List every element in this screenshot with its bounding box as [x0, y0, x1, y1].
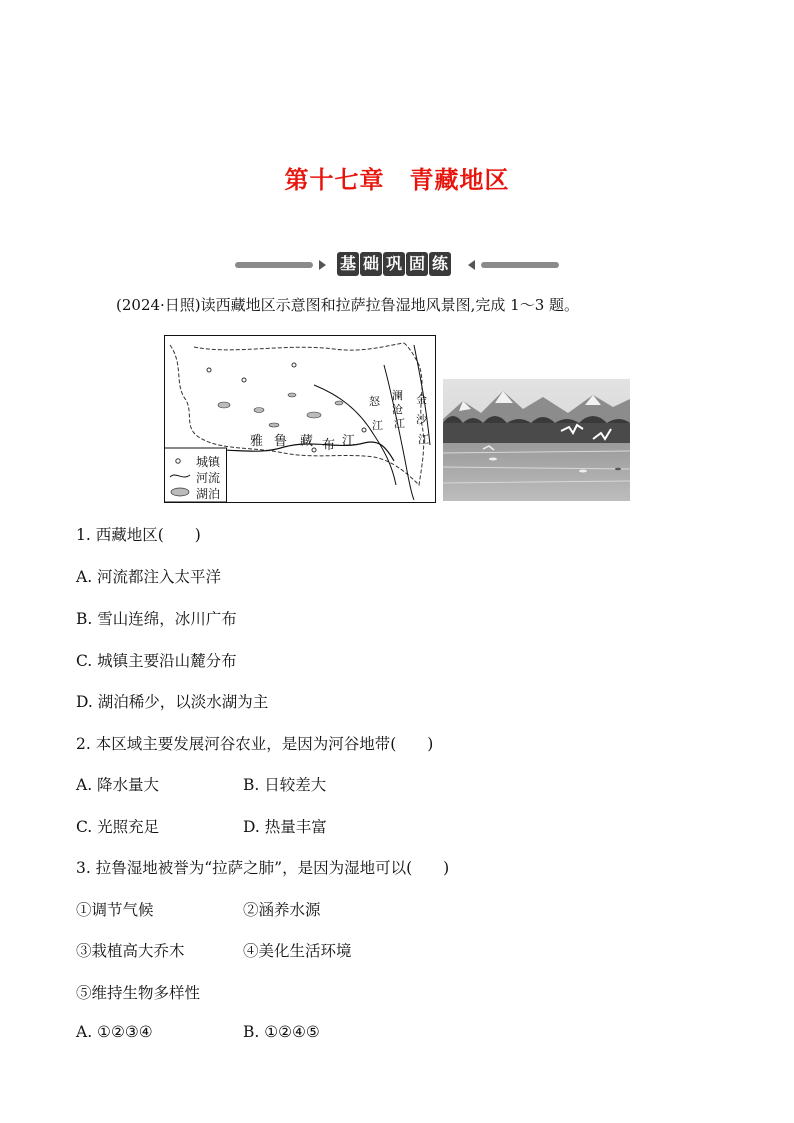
river-label: 沧	[392, 403, 403, 416]
legend-river: 河流	[196, 471, 221, 485]
river-label: 江	[418, 433, 429, 446]
section-header	[235, 252, 559, 278]
river-label: 江	[342, 434, 356, 449]
tibet-map	[164, 335, 436, 503]
section-badge-char: 练	[429, 252, 451, 276]
section-badge-char: 础	[360, 252, 382, 276]
q3-item-1: ①调节气候	[76, 901, 154, 919]
section-badges	[337, 252, 451, 276]
q2-option-d: D. 热量丰富	[243, 818, 327, 836]
q1-option-b: B. 雪山连绵，冰川广布	[76, 610, 237, 628]
river-label: 藏	[300, 434, 314, 449]
river-label: 江	[394, 417, 405, 430]
river-label: 金	[416, 393, 427, 406]
header-bar-left	[235, 262, 313, 268]
river-label: 江	[372, 419, 383, 432]
question-2-stem: 2. 本区域主要发展河谷农业，是因为河谷地带( )	[76, 735, 434, 753]
arrow-right-icon	[319, 260, 326, 270]
q3-item-4: ④美化生活环境	[243, 942, 352, 960]
question-1-stem: 1. 西藏地区( )	[76, 526, 201, 544]
river-label: 沙	[416, 413, 427, 426]
q1-option-c: C. 城镇主要沿山麓分布	[76, 652, 237, 670]
q2-option-b: B. 日较差大	[243, 776, 327, 794]
header-bar-right	[481, 262, 559, 268]
section-badge-char: 巩	[383, 252, 405, 276]
q3-item-2: ②涵养水源	[243, 901, 321, 919]
river-label: 澜	[392, 389, 403, 402]
question-3-stem: 3. 拉鲁湿地被誉为“拉萨之肺”，是因为湿地可以( )	[76, 859, 450, 877]
q2-option-a: A. 降水量大	[76, 776, 160, 794]
river-label: 鲁	[274, 434, 288, 449]
q3-option-b: B. ①②④⑤	[243, 1023, 320, 1041]
legend-lake: 湖泊	[196, 487, 221, 501]
legend-town: 城镇	[196, 455, 221, 469]
q1-option-d: D. 湖泊稀少，以淡水湖为主	[76, 693, 269, 711]
q2-option-c: C. 光照充足	[76, 818, 160, 836]
q3-item-5: ⑤维持生物多样性	[76, 984, 201, 1002]
chapter-title: 第十七章 青藏地区	[284, 166, 510, 194]
river-label: 怒	[369, 395, 380, 408]
river-label: 布	[322, 438, 336, 453]
question-intro: (2024·日照)读西藏地区示意图和拉萨拉鲁湿地风景图,完成 1～3 题。	[116, 296, 580, 314]
q3-option-a: A. ①②③④	[76, 1023, 153, 1041]
section-badge-char: 固	[406, 252, 428, 276]
lhalu-wetland-photo	[443, 379, 630, 501]
q3-item-3: ③栽植高大乔木	[76, 942, 185, 960]
river-label: 雅	[250, 434, 264, 449]
arrow-left-icon	[468, 260, 475, 270]
q1-option-a: A. 河流都注入太平洋	[76, 568, 222, 586]
section-badge-char: 基	[337, 252, 359, 276]
